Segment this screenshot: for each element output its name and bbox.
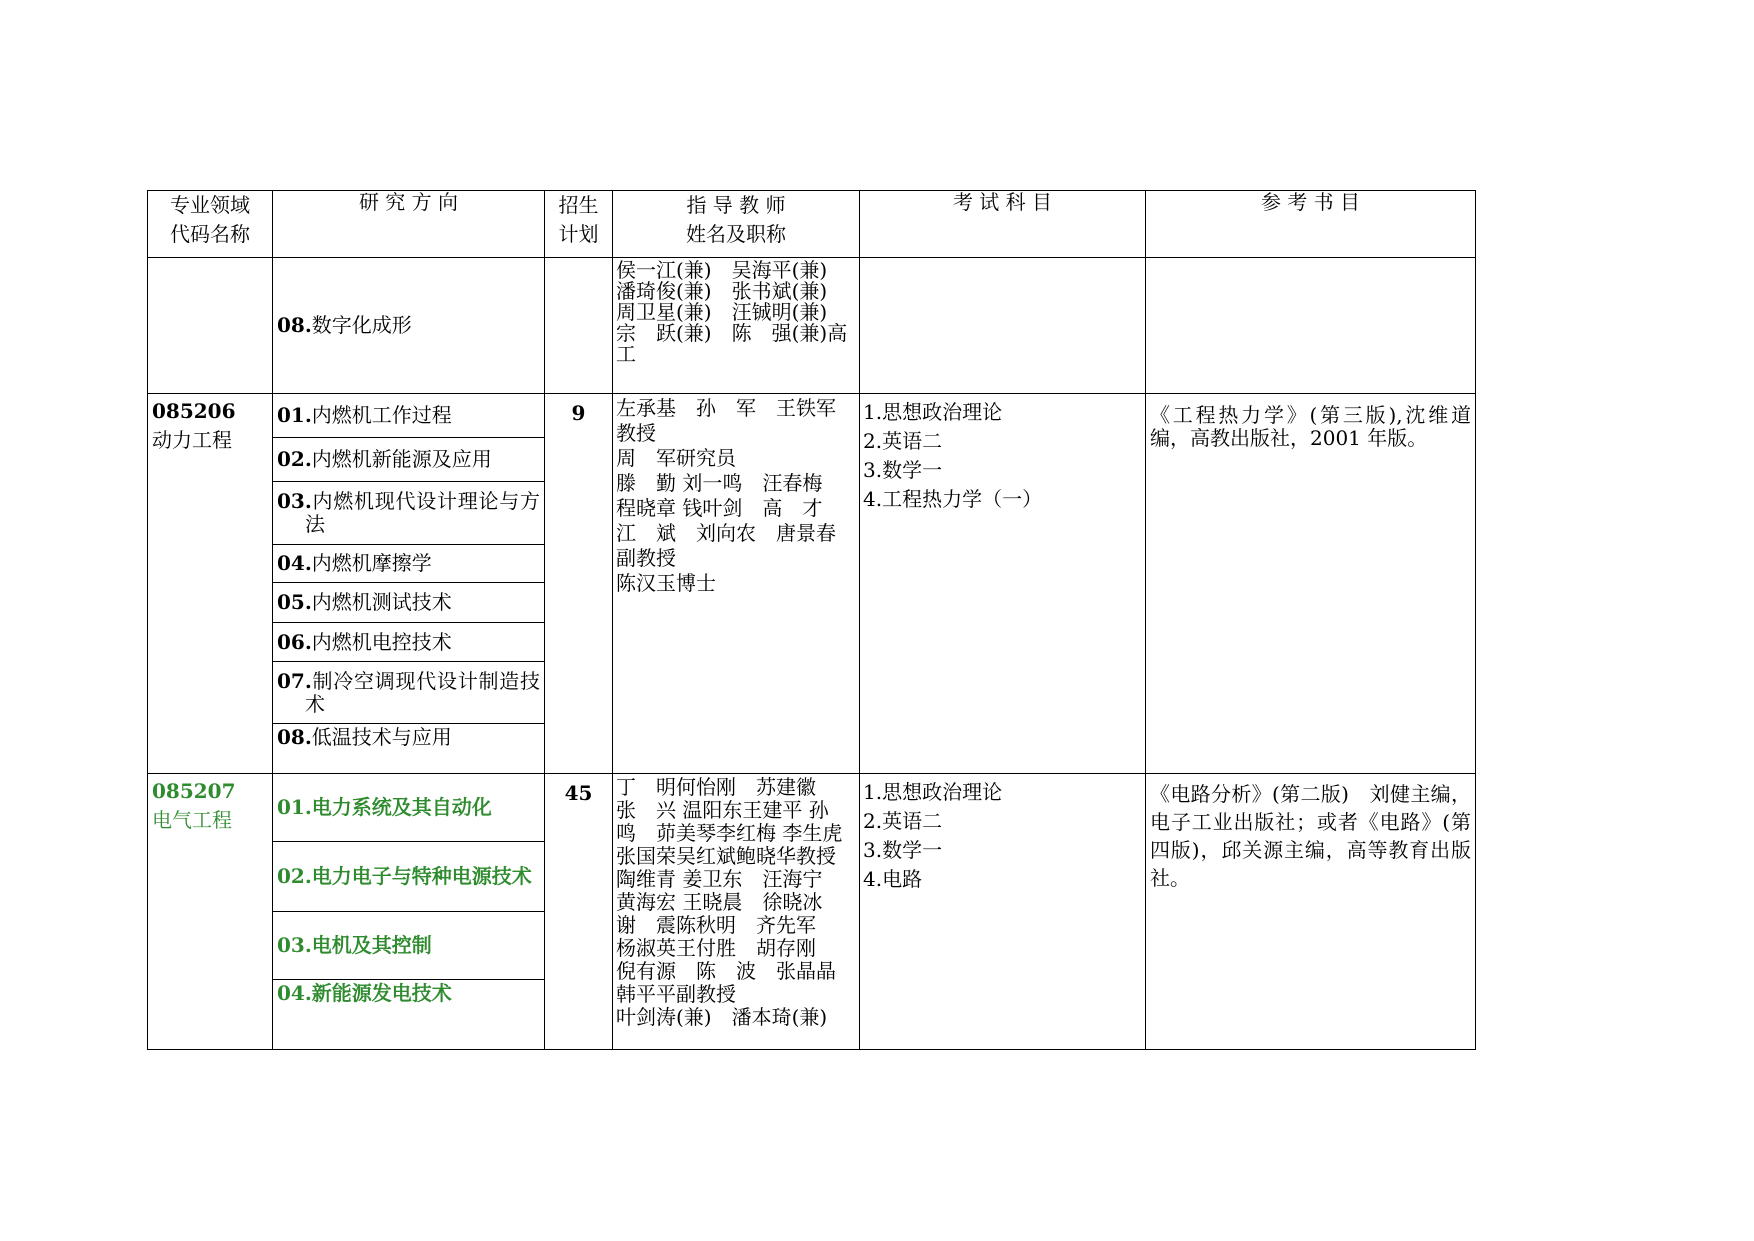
code-cell-empty <box>148 258 273 394</box>
teacher-line: 侯一江(兼) 吴海平(兼) <box>616 260 828 281</box>
exam-subject: 2.英语二 <box>863 809 943 833</box>
list-item <box>273 623 544 662</box>
teacher-line: 倪有源 陈 波 张晶晶 <box>616 960 836 983</box>
direction-number: 02. <box>277 447 312 471</box>
direction-cell-continued <box>273 258 545 394</box>
books-cell <box>1146 394 1476 774</box>
header-teacher <box>613 191 860 258</box>
teacher-line: 周 军研究员 <box>616 446 736 470</box>
header-exam <box>860 191 1146 258</box>
direction-number: 08. <box>277 725 312 749</box>
exam-subject: 4.电路 <box>863 867 923 891</box>
teacher-cell <box>613 774 860 1050</box>
program-code: 085206 <box>152 399 236 423</box>
plan-value: 45 <box>564 781 593 805</box>
table-row-continued <box>148 258 1476 394</box>
direction-number: 07. <box>277 668 312 693</box>
teacher-line: 韩平平副教授 <box>616 983 736 1006</box>
program-code: 085207 <box>152 779 236 803</box>
teacher-line: 滕 勤 刘一鸣 汪春梅 <box>616 471 823 495</box>
exam-subject: 1.思想政治理论 <box>863 400 1003 424</box>
plan-cell-empty <box>545 258 613 394</box>
direction-text: 内燃机摩擦学 <box>311 551 432 575</box>
exam-cell <box>860 774 1146 1050</box>
direction-text: 低温技术与应用 <box>311 725 452 749</box>
header-teacher-line2: 姓名及职称 <box>686 222 786 246</box>
teacher-line: 教授 <box>616 421 656 445</box>
header-code-line2: 代码名称 <box>170 222 250 246</box>
direction-text: 新能源发电技术 <box>311 981 452 1005</box>
exam-subject: 2.英语二 <box>863 429 943 453</box>
direction-list <box>273 394 544 751</box>
list-item <box>273 583 544 623</box>
direction-number: 04. <box>277 981 312 1005</box>
header-books-label: 参 考 书 目 <box>1260 190 1361 214</box>
plan-cell <box>545 394 613 774</box>
code-name-cell <box>148 774 273 1050</box>
exam-subject: 1.思想政治理论 <box>863 780 1003 804</box>
list-item <box>273 912 544 980</box>
header-direction-label: 研 究 方 向 <box>358 190 459 214</box>
exam-cell <box>860 394 1146 774</box>
table-row-program <box>148 394 1476 774</box>
teacher-line: 周卫星(兼) 汪铖明(兼) <box>616 302 828 323</box>
direction-number: 03. <box>277 489 312 513</box>
teacher-line: 副教授 <box>616 546 676 570</box>
direction-text: 内燃机电控技术 <box>311 629 452 654</box>
direction-number: 08. <box>277 313 312 337</box>
direction-text: 电力电子与特种电源技术 <box>311 864 532 888</box>
teacher-line: 杨淑英王付胜 胡存刚 <box>616 937 816 960</box>
plan-value: 9 <box>571 401 586 425</box>
direction-number: 05. <box>277 590 312 614</box>
direction-list-cell <box>273 394 545 774</box>
teacher-line: 江 斌 刘向农 唐景春 <box>616 521 836 545</box>
direction-text: 内燃机新能源及应用 <box>311 447 492 471</box>
enrollment-table <box>147 190 1476 1050</box>
list-item <box>273 842 544 912</box>
list-item <box>273 545 544 583</box>
direction-text: 内燃机测试技术 <box>311 590 452 614</box>
header-plan-line1: 招生 <box>558 193 599 217</box>
direction-number: 06. <box>277 629 312 654</box>
teacher-line: 张国荣吴红斌鲍晓华教授 <box>616 845 836 868</box>
teacher-line: 左承基 孙 军 王铁军 <box>616 396 836 420</box>
direction-number: 02. <box>277 864 312 888</box>
teacher-line: 宗 跃(兼) 陈 强(兼)高 <box>616 323 848 344</box>
header-teacher-line1: 指 导 教 师 <box>686 193 786 217</box>
list-item <box>273 482 544 545</box>
books-cell-empty <box>1146 258 1476 394</box>
exam-subject: 3.数学一 <box>863 838 943 862</box>
teacher-cell <box>613 394 860 774</box>
direction-text: 电力系统及其自动化 <box>311 795 492 819</box>
table-row-program <box>148 774 1476 1050</box>
direction-text: 电机及其控制 <box>311 933 432 957</box>
table-header-row <box>148 191 1476 258</box>
exam-subject: 3.数学一 <box>863 458 943 482</box>
header-books <box>1146 191 1476 258</box>
header-exam-label: 考 试 科 目 <box>952 190 1053 214</box>
teacher-line: 陶维青 姜卫东 汪海宁 <box>616 868 823 891</box>
direction-number: 01. <box>277 795 312 819</box>
list-item <box>273 774 544 842</box>
teacher-line: 程晓章 钱叶剑 高 才 <box>616 496 823 520</box>
books-cell <box>1146 774 1476 1050</box>
teacher-line: 丁 明何怡刚 苏建徽 <box>616 776 816 799</box>
direction-number: 03. <box>277 933 312 957</box>
direction-number: 04. <box>277 551 312 575</box>
teacher-line: 工 <box>616 344 636 365</box>
list-item <box>273 394 544 438</box>
plan-cell <box>545 774 613 1050</box>
direction-text: 内燃机工作过程 <box>311 403 452 427</box>
header-code-line1: 专业领域 <box>170 193 250 217</box>
direction-number: 01. <box>277 403 312 427</box>
header-code-name <box>148 191 273 258</box>
teacher-line: 黄海宏 王晓晨 徐晓冰 <box>616 891 823 914</box>
program-name: 动力工程 <box>152 428 232 452</box>
teacher-line: 鸣 茆美琴李红梅 李生虎 <box>616 822 843 845</box>
direction-list <box>273 774 544 1007</box>
direction-text: 数字化成形 <box>311 313 412 337</box>
direction-text: 内燃机现代设计理论与方法 <box>305 489 540 536</box>
reference-books: 《工程热力学》(第三版),沈维道编，高教出版社，2001 年版。 <box>1150 403 1471 450</box>
teacher-cell-continued <box>613 258 860 394</box>
exam-subject: 4.工程热力学（一） <box>863 487 1043 511</box>
list-item <box>273 980 544 1007</box>
header-direction <box>273 191 545 258</box>
teacher-line: 陈汉玉博士 <box>616 571 716 595</box>
teacher-line: 潘琦俊(兼) 张书斌(兼) <box>616 281 828 302</box>
teacher-line: 谢 震陈秋明 齐先军 <box>616 914 816 937</box>
direction-list-cell <box>273 774 545 1050</box>
list-item <box>273 438 544 482</box>
code-name-cell <box>148 394 273 774</box>
header-plan <box>545 191 613 258</box>
program-name: 电气工程 <box>152 808 232 832</box>
list-item <box>273 662 544 724</box>
teacher-line: 叶剑涛(兼) 潘本琦(兼) <box>616 1006 828 1029</box>
list-item <box>273 724 544 751</box>
header-plan-line2: 计划 <box>558 222 599 246</box>
exam-cell-empty <box>860 258 1146 394</box>
direction-text: 制冷空调现代设计制造技术 <box>305 668 540 716</box>
reference-books: 《电路分析》(第二版) 刘健主编，电子工业出版社；或者《电路》(第四版)，邱关源主编，高等教育出版社。 <box>1150 782 1471 890</box>
teacher-line: 张 兴 温阳东王建平 孙 <box>616 799 829 822</box>
